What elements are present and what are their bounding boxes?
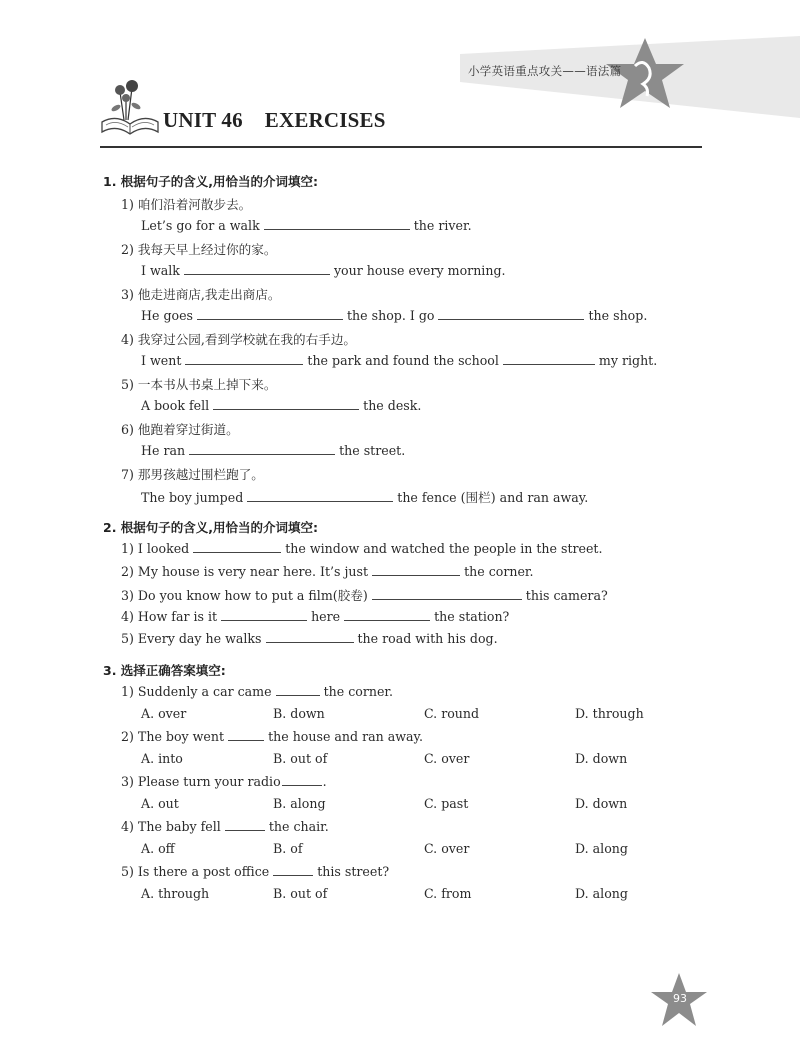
s3-q5-option-d[interactable]: D. along [575,886,628,901]
title-rule [100,146,702,148]
s3-q2-option-c[interactable]: C. over [424,751,470,766]
s3-q4-option-d[interactable]: D. along [575,841,628,856]
s3-q3: 3) Please turn your radio . [121,774,327,789]
s1-item5-en: A book fell the desk. [141,398,422,413]
answer-blank[interactable] [273,863,313,876]
s3-q2: 2) The boy went the house and ran away. [121,729,423,744]
book-flower-icon [98,72,162,138]
series-title: 小学英语重点攻关——语法篇 [468,64,622,78]
s3-q5-option-c[interactable]: C. from [424,886,472,901]
s1-item7-cn: 7) 那男孩越过围栏跑了。 [121,467,264,482]
answer-blank[interactable] [193,540,281,553]
answer-blank[interactable] [372,587,522,600]
s3-q3-option-d[interactable]: D. down [575,796,628,811]
s1-item2-en: I walk your house every morning. [141,263,506,278]
s1-item3-cn: 3) 他走进商店,我走出商店。 [121,287,281,302]
s1-item1-en: Let’s go for a walk the river. [141,218,472,233]
answer-blank[interactable] [213,397,359,410]
answer-blank[interactable] [276,683,320,696]
s1-item3-en: He goes the shop. I go the shop. [141,308,648,323]
answer-blank[interactable] [228,728,264,741]
page-title [163,108,386,133]
s1-item6-en: He ran the street. [141,443,406,458]
section2-heading: 2. 根据句子的含义,用恰当的介词填空: [103,520,319,535]
answer-blank[interactable] [197,307,343,320]
answer-blank[interactable] [372,563,460,576]
s2-item2: 2) My house is very near here. It’s just the corner. [121,564,534,579]
s1-item7-en: The boy jumped the fence (围栏) and ran away. [141,490,589,505]
s3-q1-option-a[interactable]: A. over [141,706,187,721]
s3-q4: 4) The baby fell the chair. [121,819,329,834]
answer-blank[interactable] [266,630,354,643]
unit-label: UNIT 46 [163,108,243,132]
answer-blank[interactable] [503,352,595,365]
section1-heading: 1. 根据句子的含义,用恰当的介词填空: [103,174,319,189]
s2-item3: 3) Do you know how to put a film(胶卷) this camera? [121,588,608,603]
answer-blank[interactable] [185,352,303,365]
s3-q1-option-d[interactable]: D. through [575,706,644,721]
s3-q3-option-b[interactable]: B. along [273,796,326,811]
answer-blank[interactable] [221,608,307,621]
s3-q5-option-b[interactable]: B. out of [273,886,328,901]
answer-blank[interactable] [282,773,322,786]
s3-q2-option-d[interactable]: D. down [575,751,628,766]
s3-q1: 1) Suddenly a car came the corner. [121,684,394,699]
answer-blank[interactable] [184,262,330,275]
answer-blank[interactable] [344,608,430,621]
s1-item5-cn: 5) 一本书从书桌上掉下来。 [121,377,277,392]
s2-item1: 1) I looked the window and watched the people in the street. [121,541,603,556]
s3-q2-option-a[interactable]: A. into [141,751,183,766]
s3-q3-option-c[interactable]: C. past [424,796,469,811]
s2-item5: 5) Every day he walks the road with his dog. [121,631,498,646]
s1-item4-cn: 4) 我穿过公园,看到学校就在我的右手边。 [121,332,357,347]
s3-q4-option-c[interactable]: C. over [424,841,470,856]
s3-q4-option-a[interactable]: A. off [141,841,175,856]
s1-item2-cn: 2) 我每天早上经过你的家。 [121,242,277,257]
s3-q1-option-b[interactable]: B. down [273,706,325,721]
s3-q4-option-b[interactable]: B. of [273,841,303,856]
s1-item1-cn: 1) 咱们沿着河散步去。 [121,197,252,212]
s2-item4: 4) How far is it here the station? [121,609,510,624]
answer-blank[interactable] [438,307,584,320]
s3-q5: 5) Is there a post office this street? [121,864,390,879]
answer-blank[interactable] [264,217,410,230]
s1-item4-en: I went the park and found the school my right. [141,353,658,368]
s1-item6-cn: 6) 他跑着穿过街道。 [121,422,239,437]
answer-blank[interactable] [189,442,335,455]
answer-blank[interactable] [225,818,265,831]
s3-q2-option-b[interactable]: B. out of [273,751,328,766]
s3-q5-option-a[interactable]: A. through [141,886,210,901]
unit-title-text: EXERCISES [264,108,386,132]
page-number: 93 [673,992,687,1005]
s3-q1-option-c[interactable]: C. round [424,706,480,721]
s3-q3-option-a[interactable]: A. out [141,796,179,811]
section3-heading: 3. 选择正确答案填空: [103,663,226,678]
answer-blank[interactable] [247,489,393,502]
